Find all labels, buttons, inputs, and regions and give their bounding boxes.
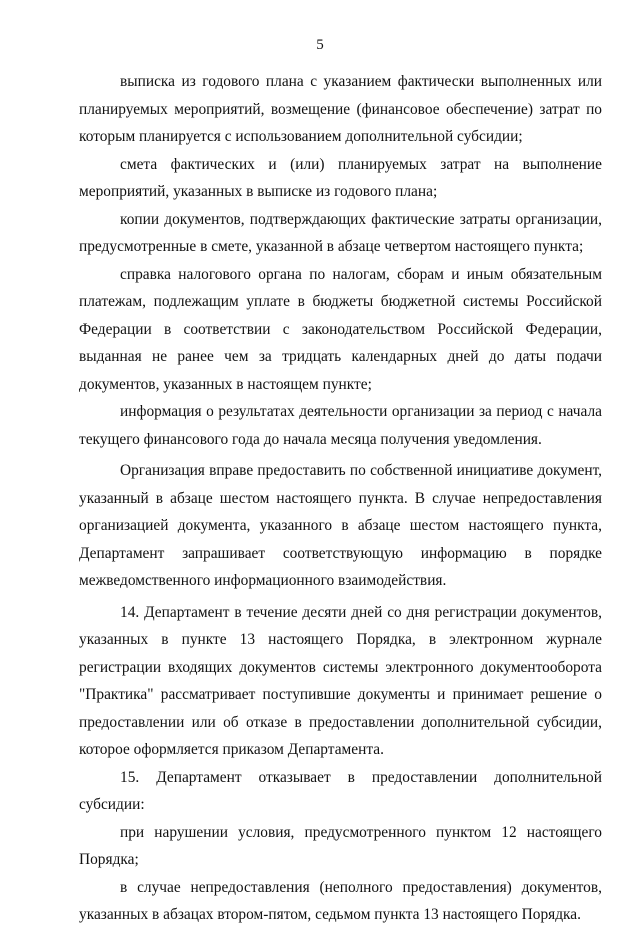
page-number: 5 (316, 37, 324, 53)
paragraph-refusal-condition-1: при нарушении условия, предусмотренного пунктом 12 настоящего Порядка; (79, 823, 602, 868)
paragraph-tax-certificate: справка налогового органа по налогам, сборам и иным обязательным платежам, подлежащим уплате в бюджеты бюджетной системы Российской Федерации в соответствии с законодательством Российской Федерации, выданная не ранее чем за тридцать календарных дней до даты подачи документов, указанных в настоящем пункте; (79, 265, 602, 393)
paragraph-refusal-condition-2: в случае непредоставления (неполного предоставления) документов, указанных в абзацах втором-пятом, седьмом пункта 13 настоящего Порядка. (79, 878, 602, 923)
paragraph-document-copies: копии документов, подтверждающих фактические затраты организации, предусмотренные в смете, указанной в абзаце четвертом настоящего пункта; (79, 210, 602, 255)
paragraph-activity-results: информация о результатах деятельности организации за период с начала текущего финансового года до начала месяца получения уведомления. (79, 403, 602, 448)
paragraph-item-15: 15. Департамент отказывает в предоставлении дополнительной субсидии: (79, 768, 602, 813)
paragraph-item-14: 14. Департамент в течение десяти дней со дня регистрации документов, указанных в пункте 13 настоящего Порядка, в электронном журнале регистрации входящих документов системы электронного документооборота "Практика" рассматривает поступившие документы и принимает решение о предоставлении или об отказе в предоставлении дополнительной субсидии, которое оформляется приказом Департамента. (79, 603, 602, 758)
document-body (79, 68, 602, 929)
paragraph-optional-document: Организация вправе предоставить по собственной инициативе документ, указанный в абзаце шестом настоящего пункта. В случае непредоставления организацией документа, указанного в абзаце шестом настоящего пункта, Департамент запрашивает соответствующую информацию в порядке межведомственного информационного взаимодействия. (79, 462, 602, 589)
paragraph-cost-estimate: смета фактических и (или) планируемых затрат на выполнение мероприятий, указанных в выписке из годового плана; (79, 155, 602, 200)
paragraph-annual-plan-extract: выписка из годового плана с указанием фактически выполненных или планируемых мероприятий, возмещение (финансовое обеспечение) затрат по которым планируется с использованием дополнительной субсидии; (79, 73, 602, 145)
